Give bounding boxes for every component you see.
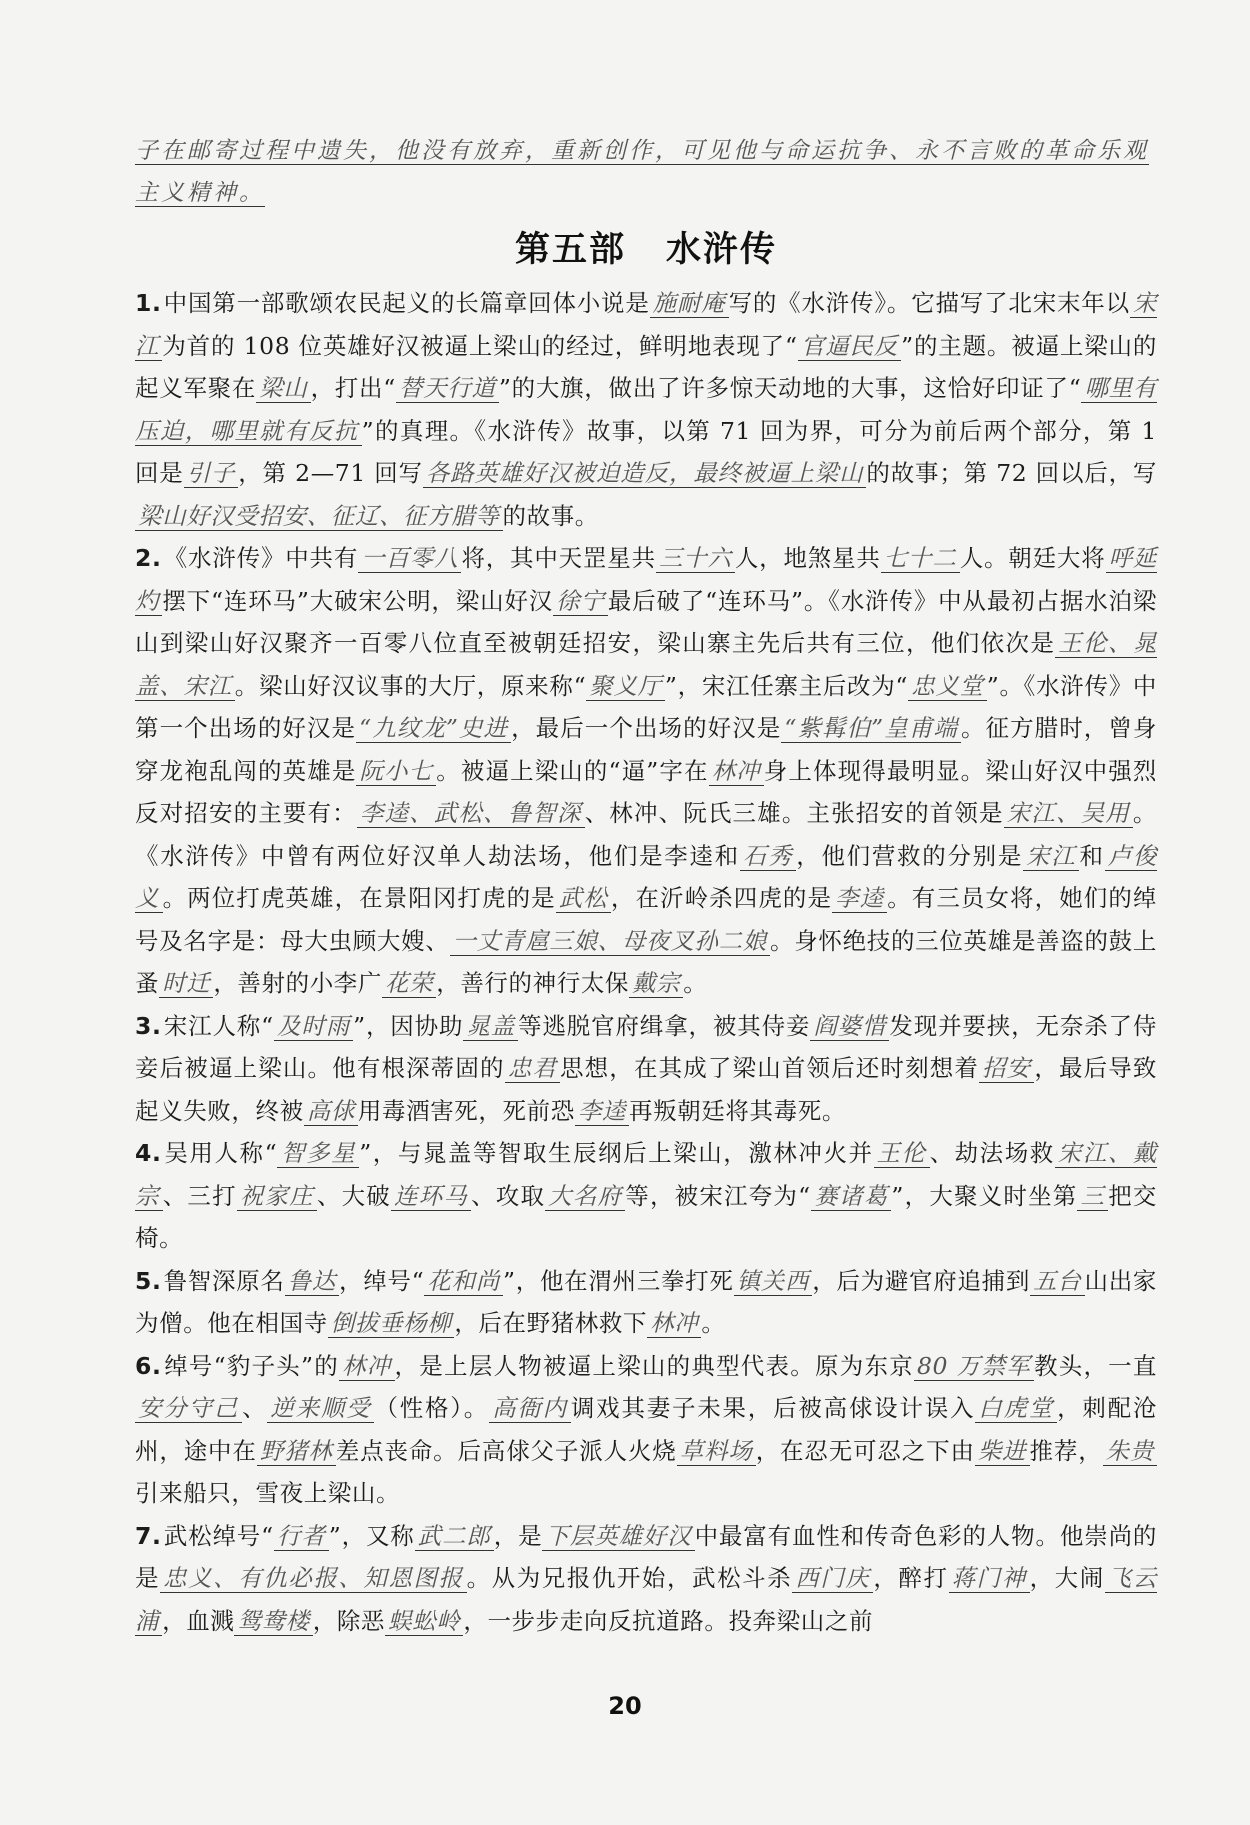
answer-text: 子在邮寄过程中遗失，他没有放弃，重新创作，可见他与命运抗争、永不言败的革命乐观主义精神。 xyxy=(135,138,1149,206)
answer-blank: 鸳鸯楼 xyxy=(234,1607,312,1636)
answer-blank: 聚义厅 xyxy=(586,672,665,701)
answer-blank: 安分守己 xyxy=(135,1394,242,1423)
answer-blank: 80 万禁军 xyxy=(914,1352,1034,1381)
answer-blank: 施耐庵 xyxy=(650,289,729,318)
answer-blank: 呼延灼 xyxy=(135,544,1157,615)
question-item-3: 3.宋江人称“ 及时雨 ”，因协助 晁盖 等逃脱官府缉拿，被其侍妾 阎婆惜 发现并要挟，无奈杀了侍妾后被逼上梁山。他有根深蒂固的 忠君 思想，在其成了梁山首领后还时刻想着 招安 ，最后导致起义失败，终被 高俅 用毒酒害死，死前恐 李逵 再叛朝廷将其毒死。 xyxy=(135,1011,1158,1125)
answer-blank: 朱贵 xyxy=(1103,1437,1157,1466)
answer-blank: 忠义、有仇必报、知恩图报 xyxy=(160,1564,467,1593)
answer-blank: 祝家庄 xyxy=(237,1182,317,1211)
answer-blank: 各路英雄好汉被迫造反，最终被逼上梁山 xyxy=(423,459,867,488)
answer-blank: 林冲 xyxy=(339,1352,394,1381)
answer-blank: 武二郎 xyxy=(415,1522,494,1551)
answer-blank: 高俅 xyxy=(304,1097,358,1126)
answer-blank: 梁山 xyxy=(256,374,310,403)
answer-blank: 李逵 xyxy=(832,884,887,913)
question-item-7: 7.武松绰号“ 行者 ”，又称 武二郎 ，是 下层英雄好汉 中最富有血性和传奇色彩的人物。他崇尚的是 忠义、有仇必报、知恩图报 。从为兄报仇开始，武松斗杀 西门庆 ，醉打 蒋门神 ，大闹 飞云浦 ，血溅 鸳鸯楼 ，除恶 蜈蚣岭 ，一步步走向反抗道路。投奔梁山之前 xyxy=(135,1521,1158,1635)
answer-blank: 李逵、武松、鲁智深 xyxy=(357,799,585,828)
answer-blank: 鲁达 xyxy=(285,1267,339,1296)
answer-blank: 宋江、吴用 xyxy=(1004,799,1133,828)
answer-blank: 忠义堂 xyxy=(908,672,987,701)
answer-blank: 三十六 xyxy=(656,544,735,573)
answer-blank: 下层英雄好汉 xyxy=(542,1522,694,1551)
item-number: 5. xyxy=(135,1266,162,1295)
answer-blank: 连环马 xyxy=(391,1182,471,1211)
item-number: 4. xyxy=(135,1139,162,1167)
page-number: 20 xyxy=(608,1692,642,1720)
answer-blank: 招安 xyxy=(979,1054,1034,1083)
answer-blank: 哪里有压迫，哪里就有反抗 xyxy=(135,374,1158,445)
answer-blank: 林冲 xyxy=(709,757,764,786)
item-number: 1. xyxy=(135,289,162,317)
question-item-2: 2.《水浒传》中共有 一百零八 将，其中天罡星共 三十六 人，地煞星共 七十二 人。朝廷大将 呼延灼 摆下“连环马”大破宋公明，梁山好汉 徐宁 最后破了“连环马”。《水浒传》中从最初占据水泊梁山到梁山好汉聚齐一百零八位直至被朝廷招安，梁山寨主先后共有三位，他们依次是 王伦、晁盖、宋江 。梁山好汉议事的大厅，原来称“ 聚义厅 ”，宋江任寨主后改为“ 忠义堂 ”。《水浒传》中第一个出场的好汉是 “九纹龙”史进 ，最后一个出场的好汉是 “紫髯伯”皇甫端 。征方腊时，曾身穿龙袍乱闯的英雄是 阮小七 。被逼上梁山的“逼”字在 林冲 身上体现得最明显。梁山好汉中强烈反对招安的主要有： 李逵、武松、鲁智深 、林冲、阮氏三雄。主张招安的首领是 宋江、吴用 。《水浒传》中曾有两位好汉单人劫法场，他们是李逵和 石秀 ，他们营救的分别是 宋江 和 卢俊义 。两位打虎英雄，在景阳冈打虎的是 武松 ，在沂岭杀四虎的是 李逵 。有三员女将，她们的绰号及名字是：母大虫顾大嫂、 一丈青扈三娘、母夜叉孙二娘 。身怀绝技的三位英雄是善盗的鼓上蚤 时迁 ，善射的小李广 花荣 ，善行的神行太保 戴宗 。 xyxy=(135,544,1158,997)
question-item-6: 6.绰号“豹子头”的 林冲 ，是上层人物被逼上梁山的典型代表。原为东京 80 万禁军 教头，一直安分守己 、 逆来顺受 （性格）。 高衙内 调戏其妻子未果，后被高俅设计误入 白虎堂 ，刺配沧州，途中在 野猪林 差点丧命。后高俅父子派人火烧 草料场 ，在忍无可忍之下由 柴进 推荐， 朱贵引来船只，雪夜上梁山。 xyxy=(135,1351,1158,1507)
answer-blank: 宋江 xyxy=(1023,842,1079,871)
page-content xyxy=(135,130,1157,1642)
question-item-5: 5.鲁智深原名 鲁达 ，绰号“ 花和尚 ”，他在渭州三拳打死 镇关西 ，后为避官府追捕到 五台 山出家为僧。他在相国寺 倒拔垂杨柳 ，后在野猪林救下 林冲 。 xyxy=(135,1266,1158,1337)
answer-blank: 武松 xyxy=(556,884,611,913)
answer-blank: 阮小七 xyxy=(356,757,436,786)
intro-continuation xyxy=(135,130,1157,214)
answer-blank: 倒拔垂杨柳 xyxy=(328,1309,455,1338)
answer-blank: “九纹龙”史进 xyxy=(356,714,511,743)
answer-blank: 智多星 xyxy=(277,1139,359,1168)
answer-blank: 替天行道 xyxy=(396,374,499,403)
answer-blank: 赛诸葛 xyxy=(811,1182,892,1211)
answer-blank: 李逵 xyxy=(575,1097,629,1126)
answer-blank: 忠君 xyxy=(505,1054,560,1083)
answer-blank: 时迁 xyxy=(159,969,213,998)
answer-blank: 镇关西 xyxy=(734,1267,813,1296)
answer-blank: 王伦、晁盖、宋江 xyxy=(135,629,1157,700)
answer-blank: 晁盖 xyxy=(463,1012,518,1041)
answer-blank: 戴宗 xyxy=(629,969,683,998)
answer-blank: “紫髯伯”皇甫端 xyxy=(781,714,961,743)
answer-blank: 一丈青扈三娘、母夜叉孙二娘 xyxy=(450,927,771,956)
question-item-4: 4.吴用人称“ 智多星 ”，与晁盖等智取生辰纲后上梁山，激林冲火并 王伦 、劫法场救 宋江、戴宗 、三打 祝家庄 、大破 连环马 、攻取 大名府 等，被宋江夸为“ 赛诸葛 ”，大聚义时坐第 三 把交椅。 xyxy=(135,1139,1157,1252)
answer-blank: 三 xyxy=(1077,1182,1108,1211)
answer-blank: 官逼民反 xyxy=(798,332,902,361)
answer-blank: 飞云浦 xyxy=(135,1564,1157,1635)
answer-blank: 高衙内 xyxy=(489,1394,571,1423)
item-number: 2. xyxy=(135,544,162,572)
section-part: 第五部 xyxy=(514,230,626,270)
answer-blank: 蜈蚣岭 xyxy=(385,1607,463,1636)
item-number: 7. xyxy=(135,1521,162,1550)
item-number: 6. xyxy=(135,1351,162,1380)
question-item-1: 1.中国第一部歌颂农民起义的长篇章回体小说是 施耐庵 写的《水浒传》。它描写了北宋末年以 宋江 为首的 108 位英雄好汉被逼上梁山的经过，鲜明地表现了“ 官逼民反 ”的主题。被逼上梁山的起义军聚在 梁山 ，打出“ 替天行道 ”的大旗，做出了许多惊天动地的大事，这恰好印证了“ 哪里有压迫，哪里就有反抗 ”的真理。《水浒传》故事，以第 71 回为界，可分为前后两个部分，第 1 回是 引子 ，第 2—71 回写 各路英雄好汉被迫造反，最终被逼上梁山 的故事；第 72 回以后，写梁山好汉受招安、征辽、征方腊等 的故事。 xyxy=(135,289,1158,530)
answer-blank: 石秀 xyxy=(740,842,796,871)
answer-blank: 草料场 xyxy=(677,1437,756,1466)
answer-blank: 五台 xyxy=(1030,1267,1084,1296)
answer-blank: 逆来顺受 xyxy=(267,1394,374,1423)
section-book: 水浒传 xyxy=(666,230,778,270)
answer-blank: 王伦 xyxy=(874,1139,930,1168)
answer-blank: 一百零八 xyxy=(358,544,461,573)
answer-blank: 卢俊义 xyxy=(135,841,1157,912)
answer-blank: 及时雨 xyxy=(274,1012,353,1041)
item-number: 3. xyxy=(135,1011,162,1040)
answer-blank: 白虎堂 xyxy=(975,1394,1057,1423)
answer-blank: 引子 xyxy=(184,459,239,488)
answer-blank: 林冲 xyxy=(647,1309,701,1338)
answer-blank: 徐宁 xyxy=(553,587,608,616)
answer-blank: 宋江 xyxy=(135,289,1157,360)
answer-blank: 梁山好汉受招安、征辽、征方腊等 xyxy=(135,502,503,531)
answer-blank: 野猪林 xyxy=(257,1437,336,1466)
answer-blank: 阎婆惜 xyxy=(810,1012,889,1041)
answer-blank: 行者 xyxy=(274,1522,329,1551)
section-title xyxy=(135,220,1157,280)
answer-blank: 花和尚 xyxy=(424,1267,503,1296)
answer-blank: 大名府 xyxy=(545,1182,625,1211)
answer-blank: 蒋门神 xyxy=(949,1564,1030,1593)
answer-blank: 七十二 xyxy=(881,544,960,573)
answer-blank: 柴进 xyxy=(975,1437,1030,1466)
answer-blank: 西门庆 xyxy=(792,1564,873,1593)
answer-blank: 花荣 xyxy=(382,969,436,998)
answer-blank: 宋江、戴宗 xyxy=(135,1139,1157,1210)
